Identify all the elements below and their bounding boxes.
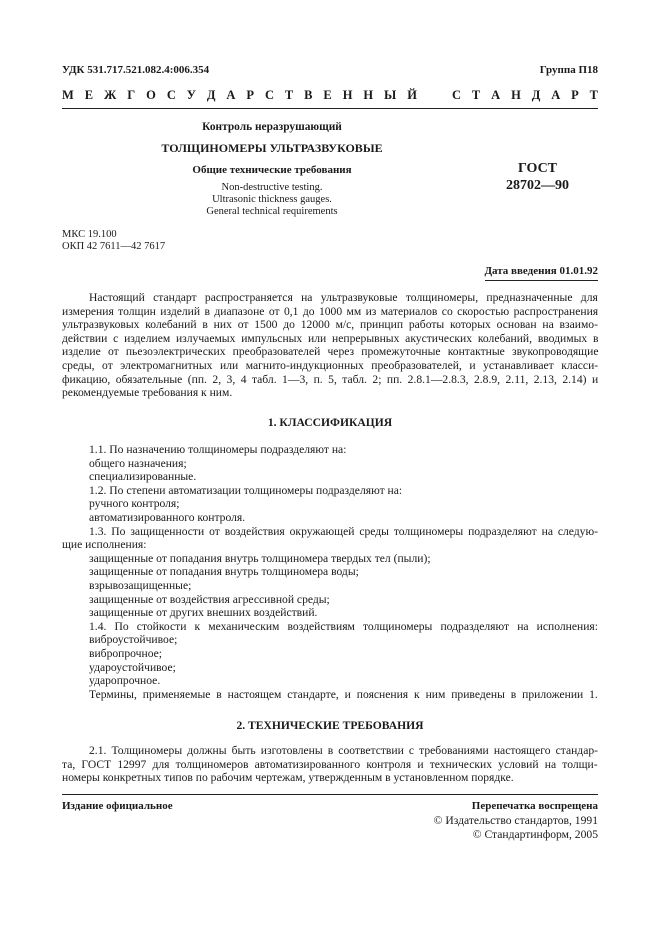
- intro-date-label: Дата введения: [484, 265, 557, 277]
- title-en2: Ultrasonic thickness gauges.: [212, 194, 332, 205]
- edition-official: Издание официальное: [62, 800, 173, 812]
- reprint-prohibited: Перепечатка воспрещена: [471, 800, 598, 812]
- okp-code: ОКП 42 7611—42 7617: [62, 241, 166, 252]
- section1-line: 1.2. По степени автоматизации толщиномеры подразделяют на:: [89, 483, 403, 497]
- copyright-1991: © Издательство стандартов, 1991: [433, 814, 598, 827]
- title-en3: General technical requirements: [206, 206, 338, 217]
- section1-line: 1.3. По защищенности от воздействия окружающей среды толщиномеры подразделяют на следую-: [89, 524, 599, 538]
- section1-line: 1.4. По стойкости к механическим воздействиям толщиномеры подразделяют на исполнения:: [89, 619, 598, 633]
- intro-line: измерения толщин изделий в диапазоне от 0,1 до 1000 мм из материалов со скоростью распространения: [62, 304, 599, 318]
- intro-line: действии с изделием излучаемых импульсных или непрерывных акустических колебаний, вводимых в: [62, 331, 599, 345]
- section1-line: виброустойчивое;: [89, 633, 178, 647]
- section2-body: [62, 744, 598, 785]
- gost-label: ГОСТ: [517, 161, 558, 176]
- section1-line: защищенные от попадания внутрь толщиномера воды;: [89, 565, 359, 579]
- section1-heading: 1. КЛАССИФИКАЦИЯ: [267, 416, 393, 429]
- section1-body: [62, 443, 598, 701]
- copyright-2005: © Стандартинформ, 2005: [472, 828, 598, 841]
- section2-heading: 2. ТЕХНИЧЕСКИЕ ТРЕБОВАНИЯ: [236, 719, 424, 732]
- intro-line: Настоящий стандарт распространяется на ультразвуковые толщиномеры, предназначенные для: [89, 291, 598, 304]
- intro-paragraph: [62, 291, 598, 400]
- udk-code: УДК 531.717.521.082.4:006.354: [62, 64, 210, 76]
- intro-date-value: 01.01.92: [559, 265, 598, 277]
- section1-line: автоматизированного контроля.: [89, 510, 246, 524]
- section1-line: общего назначения;: [89, 456, 187, 470]
- section2-line: 2.1. Толщиномеры должны быть изготовлены в соответствии с требованиями настоящего стандар-: [89, 744, 599, 757]
- intro-line: среды, от электромагнитных или магнито-индукционных преобразователей, и устанавливает класси-: [62, 358, 599, 372]
- intro-date-rule: [485, 280, 598, 281]
- banner-interstate: М Е Ж Г О С У Д А Р С Т В Е Н Н Ы Й: [62, 88, 417, 102]
- intro-line: изделие от пьезоэлектрических преобразователей через промежуточные контактные звукопроводящие: [62, 345, 599, 359]
- intro-line: рекомендуемые требования к ним.: [62, 386, 233, 400]
- section1-line: специализированные.: [89, 470, 197, 484]
- group-code: Группа П18: [539, 64, 598, 76]
- section1-line: защищенные от воздействия агрессивной среды;: [89, 592, 330, 606]
- gost-number: 28702—90: [506, 178, 569, 193]
- section1-line: щие исполнения:: [62, 538, 147, 552]
- intro-date: [484, 265, 598, 277]
- section1-line: ударопрочное.: [89, 674, 161, 688]
- section1-line: защищенные от попадания внутрь толщиномера твердых тел (пыли);: [89, 551, 431, 565]
- section1-line: взрывозащищенные;: [89, 578, 192, 592]
- section2-line: та, ГОСТ 12997 для толщиномеров автоматизированного контроля и технических условий на толщи-: [62, 757, 598, 771]
- banner-standard: С Т А Н Д А Р Т: [452, 88, 598, 102]
- section1-line: ручного контроля;: [89, 497, 180, 511]
- header-rule: [62, 108, 598, 109]
- intro-line: фикацию, обязательные (пп. 2, 3, 4 табл. 1—3, п. 5, табл. 2; пп. 2.8.1—2.8.3, 2.8.9, 2.11, 2.13, 2.14) и: [62, 372, 599, 386]
- section1-line: Термины, применяемые в настоящем стандарте, и пояснения к ним приведены в приложении 1.: [89, 687, 598, 701]
- section1-line: удароустойчивое;: [89, 660, 176, 674]
- section1-line: 1.1. По назначению толщиномеры подразделяют на:: [89, 443, 347, 456]
- title-en1: Non-destructive testing.: [221, 182, 323, 193]
- intro-line: ультразвуковых колебаний в них от 1500 до 12000 м/с, принцип работы которых основан на взаимо-: [62, 318, 598, 332]
- mks-code: МКС 19.100: [62, 229, 117, 240]
- section1-line: защищенные от других внешних воздействий.: [89, 606, 318, 620]
- title-line1: Контроль неразрушающий: [202, 121, 342, 133]
- title-line3: Общие технические требования: [192, 164, 352, 176]
- section1-line: вибропрочное;: [89, 646, 163, 660]
- section2-line: номеры конкретных типов по рабочим чертежам, утвержденным в установленном порядке.: [62, 771, 514, 785]
- footer-rule: [62, 794, 598, 795]
- title-line2: ТОЛЩИНОМЕРЫ УЛЬТРАЗВУКОВЫЕ: [161, 141, 383, 155]
